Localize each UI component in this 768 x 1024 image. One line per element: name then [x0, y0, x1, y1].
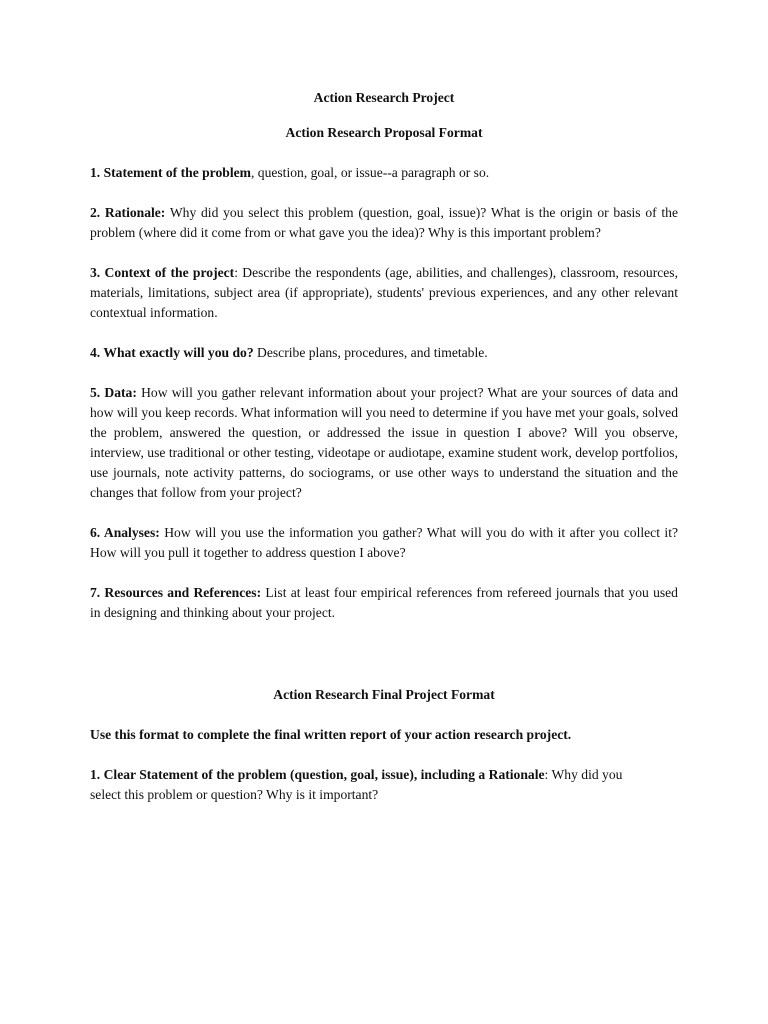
item-text: Describe plans, procedures, and timetable.	[253, 345, 488, 360]
proposal-item-statement	[90, 163, 678, 183]
item-lead: 1. Statement of the problem	[90, 165, 251, 180]
item-text: How will you gather relevant information about your project? What are your sources of data and how will you keep records. What information will you need to determine if you have met your goals, solved the problem, answered the question, or addressed the issue in question I above? Will you observe, interview, use traditional or other testing, videotape or audiotape, examine student work, develop portfolios, use journals, note activity patterns, do sociograms, or use other ways to understand the situation and the changes that follow from your project?	[90, 385, 679, 500]
final-item-statement	[90, 765, 635, 805]
item-lead: 5. Data:	[90, 385, 137, 400]
proposal-item-plan	[90, 343, 678, 363]
proposal-heading: Action Research Proposal Format	[285, 125, 483, 140]
final-instruction: Use this format to complete the final written report of your action research project.	[90, 727, 572, 742]
item-text: Why did you select this problem (question, goal, issue)? What is the origin or basis of the problem (where did it come from or what gave you the idea)? Why is this important problem?	[90, 205, 678, 240]
item-text: , question, goal, or issue--a paragraph or so.	[250, 165, 490, 180]
item-lead: 7. Resources and References:	[90, 585, 262, 600]
item-lead: 1. Clear Statement of the problem (question, goal, issue), including a Rationale	[90, 767, 545, 782]
proposal-item-context	[90, 263, 678, 323]
item-lead: 2. Rationale:	[90, 205, 166, 220]
document-title: Action Research Project	[313, 90, 455, 105]
item-text: : Describe the respondents (age, abilities, and challenges), classroom, resources, materials, limitations, subject area (if appropriate), students' previous experiences, and any other relevant contextual information.	[90, 265, 678, 320]
item-text: How will you use the information you gather? What will you do with it after you collect it? How will you pull it together to address question I above?	[90, 525, 679, 560]
proposal-item-analyses	[90, 523, 678, 563]
item-lead: 3. Context of the project	[90, 265, 235, 280]
final-heading: Action Research Final Project Format	[273, 687, 495, 702]
item-text: List at least four empirical references from refereed journals that you used in designing and thinking about your project.	[90, 585, 678, 620]
proposal-item-rationale	[90, 203, 678, 243]
document-page	[90, 88, 678, 805]
item-lead: 4. What exactly will you do?	[90, 345, 254, 360]
item-lead: 6. Analyses:	[90, 525, 160, 540]
proposal-item-data	[90, 383, 678, 503]
proposal-item-references	[90, 583, 678, 623]
item-text: : Why did you select this problem or question? Why is it important?	[90, 767, 623, 802]
